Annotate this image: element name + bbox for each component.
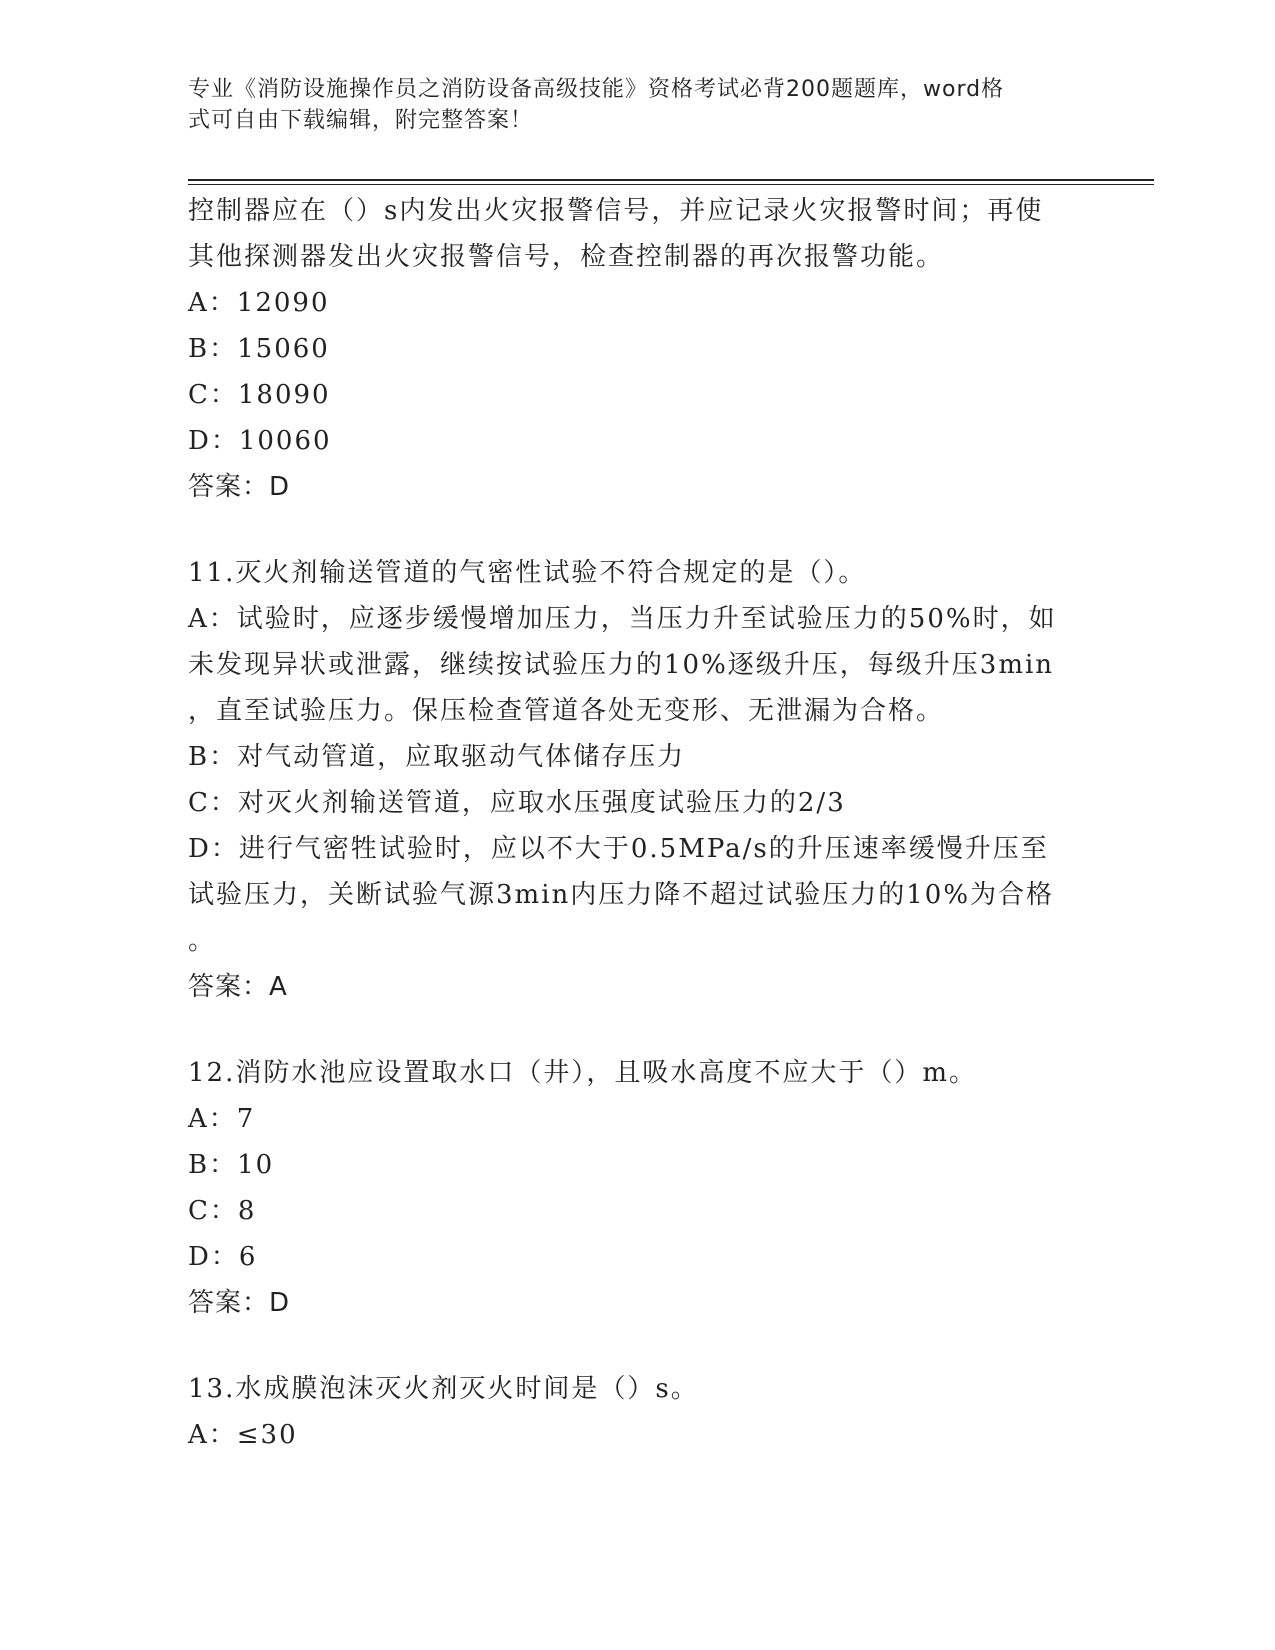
question-12: [188, 1050, 1088, 1326]
option-d: D：10060: [188, 426, 332, 456]
header-line-2: 式可自由下载编辑，附完整答案！: [188, 108, 534, 133]
question-13: [188, 1366, 1088, 1458]
question-stem-line: 12.消防水池应设置取水口（井），且吸水高度不应大于（）m。: [188, 1058, 978, 1088]
question-stem-line: 控制器应在（）s内发出火灾报警信号，并应记录火灾报警时间；再使: [188, 196, 1044, 226]
question-stem-line: 13.水成膜泡沫灭火剂灭火时间是（）s。: [188, 1374, 699, 1404]
question-stem-line: 其他探测器发出火灾报警信号，检查控制器的再次报警功能。: [188, 242, 945, 272]
option-a: A：7: [188, 1104, 256, 1134]
header-divider-thick: [188, 179, 1154, 181]
question-11: [188, 550, 1088, 1010]
answer-line: 答案：D: [188, 1288, 291, 1318]
option-a: A：试验时，应逐步缓慢增加压力，当压力升至试验压力的50%时，如: [188, 604, 1057, 634]
question-list: [188, 188, 1088, 1458]
option-a: A：≤30: [188, 1420, 298, 1450]
option-c: C：8: [188, 1196, 257, 1226]
question-stem-line: 11.灭火剂输送管道的气密性试验不符合规定的是（）。: [188, 558, 867, 588]
option-b: B：10: [188, 1150, 275, 1180]
header-line-1: 专业《消防设施操作员之消防设备高级技能》资格考试必背200题题库，word格: [188, 77, 1005, 102]
option-d: D：进行气密牲试验时，应以不大于0.5MPa/s的升压速率缓慢升压至: [188, 834, 1049, 864]
option-d-continued: 试验压力，关断试验气源3min内压力降不超过试验压力的10%为合格: [188, 880, 1055, 910]
answer-line: 答案：D: [188, 472, 291, 502]
question-10: [188, 188, 1088, 510]
document-header: [188, 74, 1068, 136]
option-b: B：15060: [188, 334, 330, 364]
answer-line: 答案：A: [188, 972, 288, 1002]
option-d-continued: 。: [188, 926, 217, 956]
option-a-continued: ，直至试验压力。保压检查管道各处无变形、无泄漏为合格。: [188, 696, 945, 726]
option-a: A：12090: [188, 288, 330, 318]
option-c: C：18090: [188, 380, 331, 410]
option-c: C：对灭火剂输送管道，应取水压强度试验压力的2/3: [188, 788, 846, 818]
option-b: B：对气动管道，应取驱动气体储存压力: [188, 742, 686, 772]
header-divider-thin: [188, 184, 1154, 185]
option-a-continued: 未发现异状或泄露，继续按试验压力的10%逐级升压，每级升压3min: [188, 650, 1055, 680]
option-d: D：6: [188, 1242, 258, 1272]
